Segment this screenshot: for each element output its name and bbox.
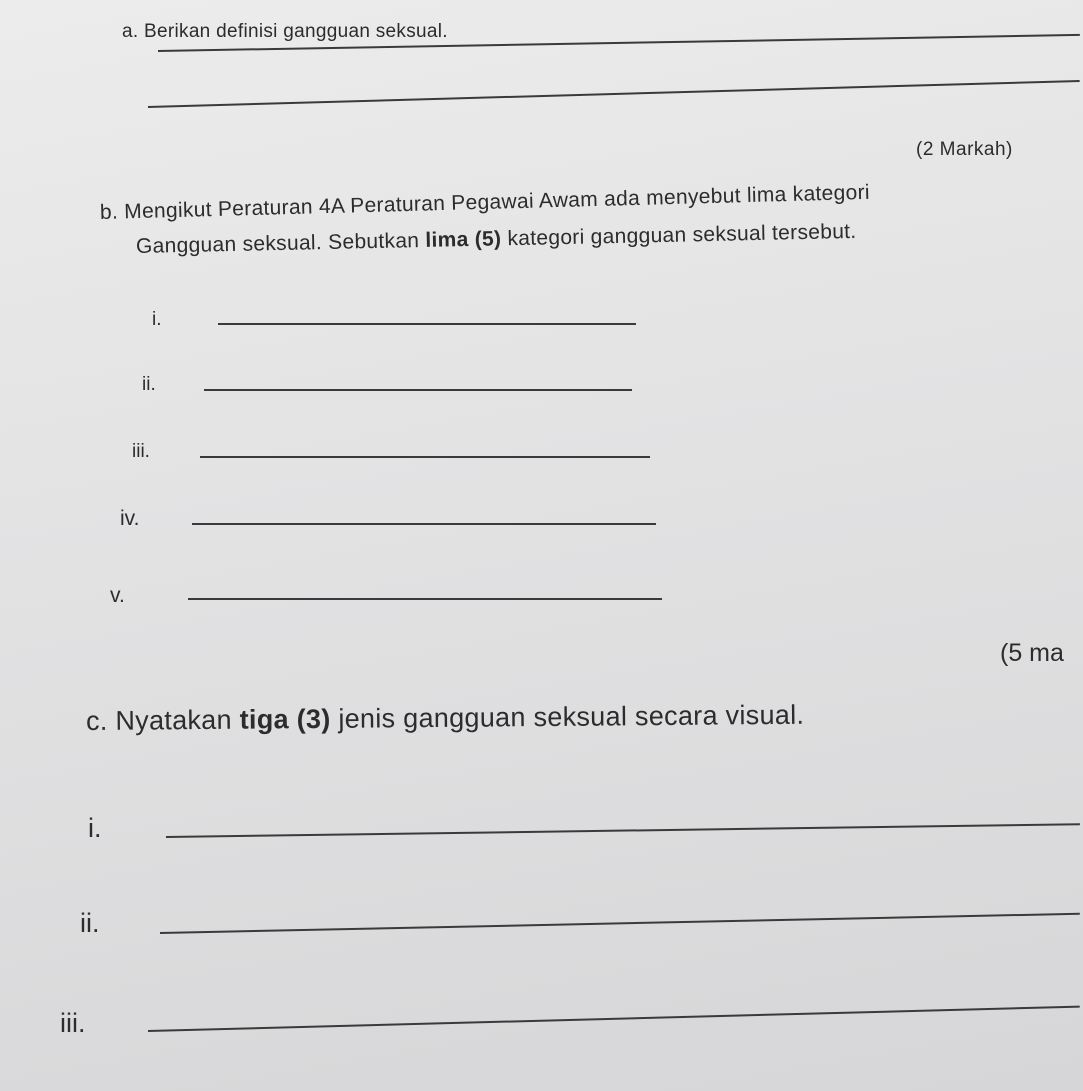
marks-b: (5 ma — [1000, 639, 1064, 667]
b-item-2-line[interactable] — [204, 389, 632, 391]
marks-a: (2 Markah) — [916, 139, 1013, 160]
b-item-2-label: ii. — [142, 374, 156, 395]
question-c — [85, 699, 805, 736]
question-a: a. Berikan definisi gangguan seksual. — [122, 21, 448, 42]
b-item-5-line[interactable] — [188, 598, 662, 600]
b-item-3-label: iii. — [132, 441, 150, 462]
question-b-line2-pre: Gangguan seksual. Sebutkan — [135, 228, 426, 258]
b-item-1-label: i. — [152, 309, 162, 330]
question-b-line1: b. Mengikut Peraturan 4A Peraturan Pegawai Awam ada menyebut lima kategori — [99, 180, 871, 224]
question-c-bold: tiga (3) — [239, 703, 331, 735]
c-item-1-label: i. — [88, 813, 102, 843]
b-item-4-label: iv. — [120, 507, 140, 530]
question-b-line2-bold: lima (5) — [425, 227, 502, 252]
b-item-3-line[interactable] — [200, 456, 650, 458]
c-item-2-line[interactable] — [160, 913, 1080, 934]
b-item-4-line[interactable] — [192, 523, 656, 525]
question-b-line2 — [136, 221, 857, 257]
b-item-1-line[interactable] — [218, 323, 636, 325]
question-c-post: jenis gangguan seksual secara visual. — [330, 699, 805, 734]
c-item-3-label: iii. — [60, 1008, 86, 1038]
answer-line-a-2[interactable] — [148, 80, 1080, 108]
c-item-1-line[interactable] — [166, 823, 1080, 838]
question-b-line2-post: kategori gangguan seksual tersebut. — [501, 219, 857, 251]
c-item-3-line[interactable] — [148, 1006, 1080, 1032]
question-c-pre: c. Nyatakan — [85, 704, 240, 736]
c-item-2-label: ii. — [80, 908, 100, 938]
b-item-5-label: v. — [110, 584, 125, 607]
